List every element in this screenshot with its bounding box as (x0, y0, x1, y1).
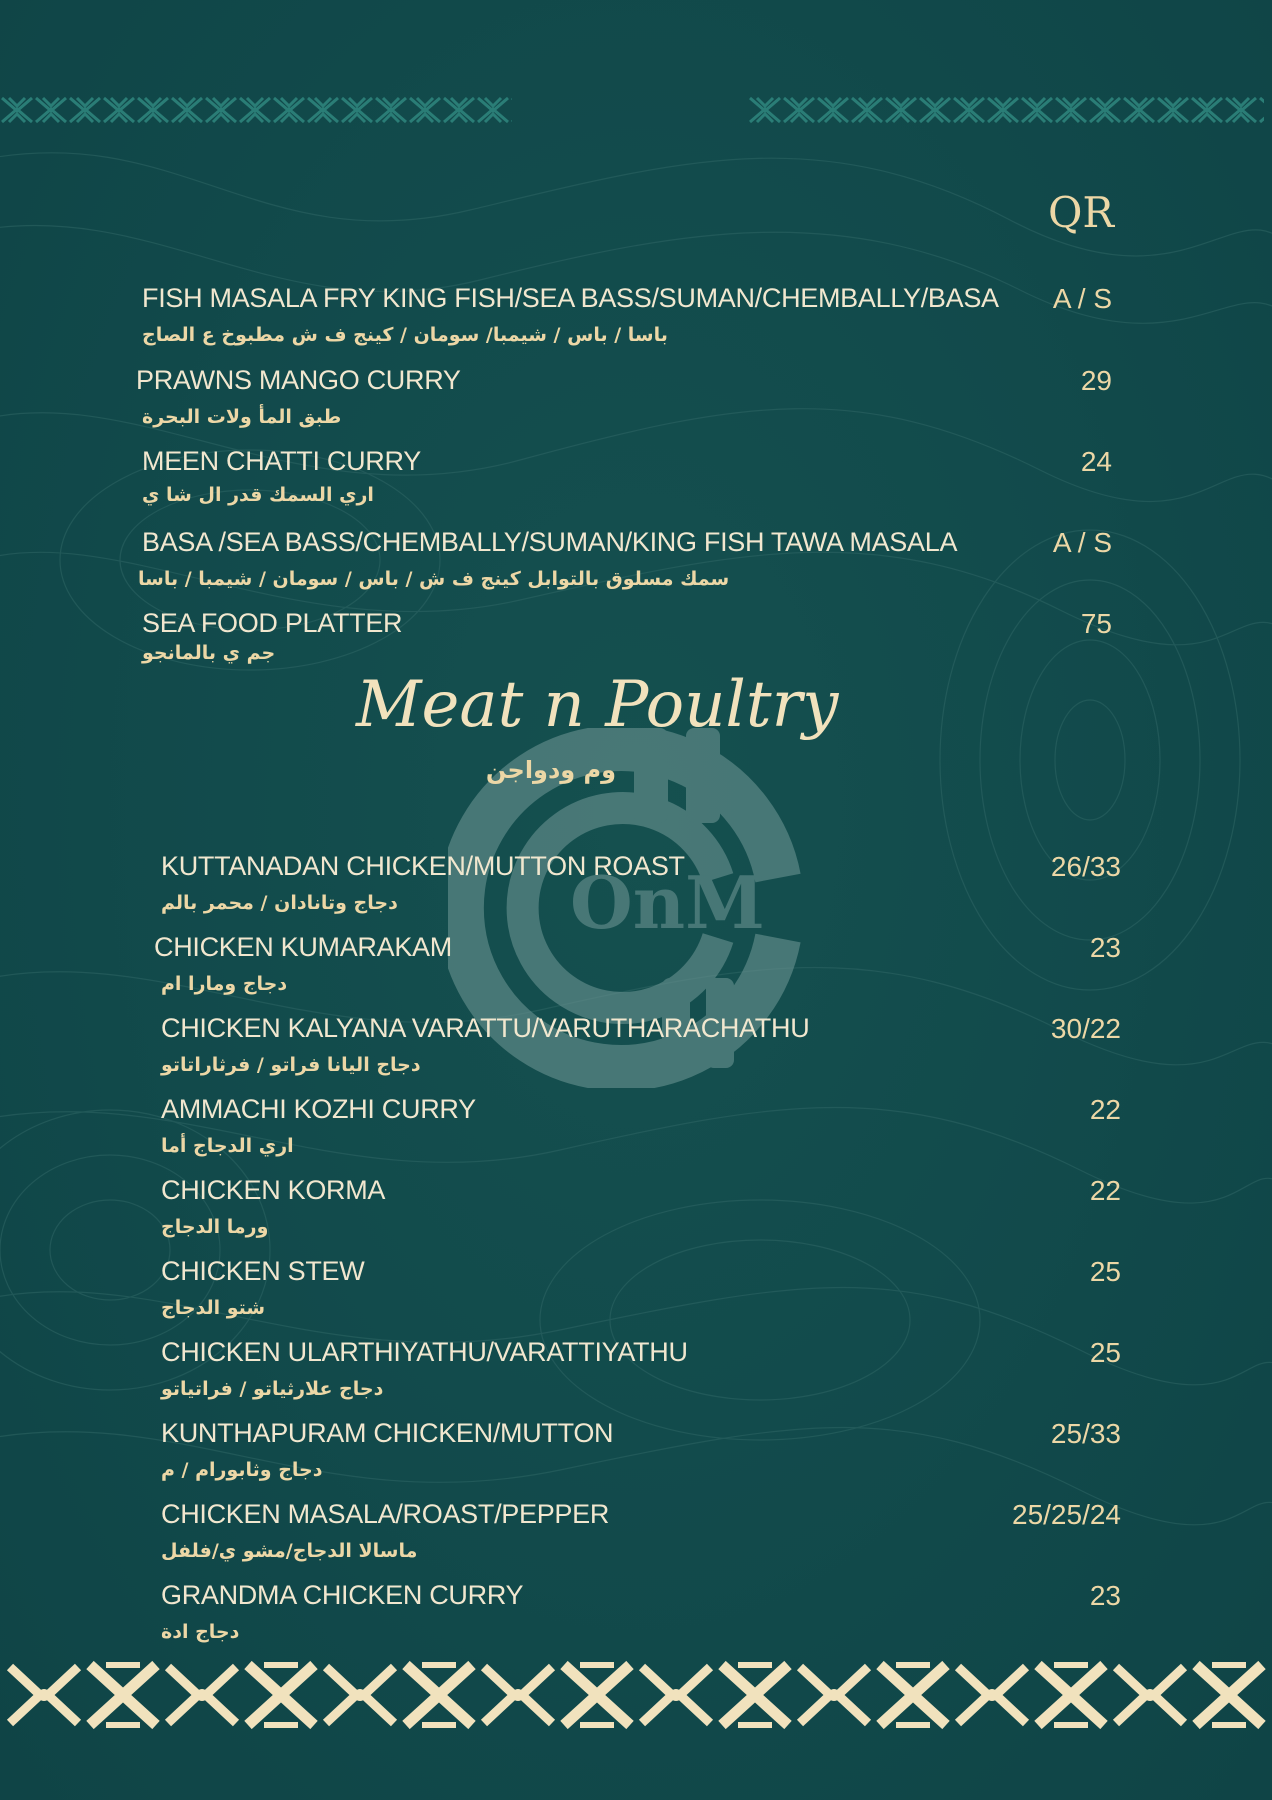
item-price: 30/22 (1050, 1013, 1121, 1044)
item-arabic-name: دجاج اليانا فراتو / فرثاراتاتو (161, 1054, 421, 1076)
menu-item (0, 1094, 1272, 1157)
item-name: CHICKEN MASALA/ROAST/PEPPER (161, 1499, 610, 1529)
menu-item (0, 1337, 1272, 1400)
item-arabic-name: دجاج وتانادان / محمر بالم (161, 892, 398, 914)
item-name: FISH MASALA FRY KING FISH/SEA BASS/SUMAN/CHEMBALLY/BASA (142, 283, 999, 313)
item-arabic-name: ورما الدجاج (161, 1216, 269, 1238)
item-name: PRAWNS MANGO CURRY (136, 365, 461, 395)
item-arabic-name: دجاج ادة (161, 1621, 240, 1643)
item-name: CHICKEN ULARTHIYATHU/VARATTIYATHU (161, 1337, 688, 1367)
item-price: 75 (1080, 608, 1112, 639)
menu-item (0, 1499, 1272, 1562)
menu-item (0, 1175, 1272, 1238)
menu-item (0, 1013, 1272, 1076)
menu-item (0, 1256, 1272, 1319)
item-arabic-name: باسا / باس / شيمبا/ سومان / كينج ف ش مطبوخ ع الصاج (142, 324, 668, 346)
top-decorative-border (0, 94, 1272, 126)
item-price: A / S (1052, 527, 1112, 558)
item-price: 25/33 (1050, 1418, 1121, 1449)
item-name: CHICKEN KORMA (161, 1175, 386, 1205)
item-name: KUNTHAPURAM CHICKEN/MUTTON (161, 1418, 614, 1448)
item-price: 25/25/24 (1012, 1499, 1121, 1530)
item-price: 23 (1089, 932, 1121, 963)
item-arabic-name: شتو الدجاج (161, 1297, 266, 1319)
item-arabic-name: اري السمك قدر ال شا ي (142, 484, 374, 506)
item-price: 22 (1089, 1175, 1121, 1206)
item-price: 29 (1080, 365, 1112, 396)
section-title: Meat n Poultry (356, 668, 839, 742)
item-price: 25 (1089, 1337, 1121, 1368)
menu-item (0, 851, 1272, 914)
item-price: 22 (1089, 1094, 1121, 1125)
menu-item (0, 1418, 1272, 1481)
menu-item (0, 932, 1272, 995)
item-arabic-name: سمك مسلوق بالتوابل كينج ف ش / باس / سومان / شيمبا / باسا (138, 568, 730, 590)
item-name: BASA /SEA BASS/CHEMBALLY/SUMAN/KING FISH TAWA MASALA (142, 527, 958, 557)
menu-item (0, 365, 1272, 428)
item-name: KUTTANADAN CHICKEN/MUTTON ROAST (161, 851, 685, 881)
watermark-text: OnM (570, 860, 765, 945)
bottom-decorative-border (0, 1657, 1272, 1733)
item-price: 23 (1089, 1580, 1121, 1611)
item-name: CHICKEN KUMARAKAM (154, 932, 452, 962)
menu-item (0, 283, 1272, 346)
item-arabic-name: دجاج ومارا ام (161, 973, 288, 995)
currency-header: QR (1047, 188, 1114, 237)
item-name: GRANDMA CHICKEN CURRY (161, 1580, 524, 1610)
item-arabic-name: جم ي بالمانجو (142, 642, 276, 664)
item-name: MEEN CHATTI CURRY (142, 446, 421, 476)
item-arabic-name: دجاج وثابورام / م (161, 1459, 323, 1481)
item-price: A / S (1052, 283, 1112, 314)
item-arabic-name: اري الدجاج أما (161, 1135, 294, 1157)
item-arabic-name: طبق المأ ولات البحرة (142, 406, 342, 428)
menu-item (0, 1580, 1272, 1643)
item-name: SEA FOOD PLATTER (142, 608, 403, 638)
menu-item (0, 527, 1272, 590)
item-name: CHICKEN STEW (161, 1256, 365, 1286)
item-price: 24 (1080, 446, 1112, 477)
item-arabic-name: ماسالا الدجاج/مشو ي/فلفل (161, 1540, 418, 1562)
menu-item (0, 446, 1272, 506)
item-price: 25 (1089, 1256, 1121, 1287)
section-title-arabic: وم ودواجن (485, 756, 617, 784)
item-arabic-name: دجاج علارثياتو / فراتياتو (161, 1378, 384, 1400)
menu-item (0, 608, 1272, 668)
item-name: CHICKEN KALYANA VARATTU/VARUTHARACHATHU (161, 1013, 810, 1043)
item-price: 26/33 (1050, 851, 1121, 882)
item-name: AMMACHI KOZHI CURRY (161, 1094, 476, 1124)
